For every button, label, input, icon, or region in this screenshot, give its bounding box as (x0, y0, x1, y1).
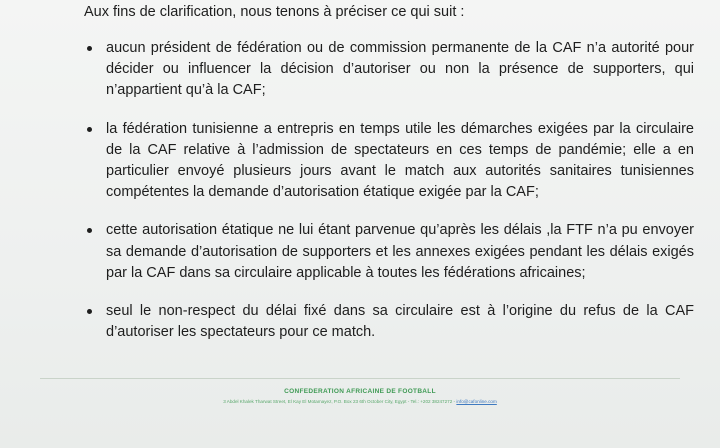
bullet-icon (87, 309, 92, 314)
footer-address-line (0, 399, 720, 404)
bullet-icon (87, 228, 92, 233)
bullet-icon (87, 46, 92, 51)
footer-email-link[interactable]: info@cafonline.com (456, 399, 497, 404)
clarification-list (84, 38, 694, 360)
list-item-text: seul le non-respect du délai fixé dans sa circulaire est à l’origine du refus de la CAF d’autoriser les spectateurs pour ce match. (106, 303, 694, 341)
intro-text: Aux fins de clarification, nous tenons à préciser ce qui suit : (84, 4, 465, 20)
list-item (84, 220, 694, 284)
bullet-icon (87, 127, 92, 132)
list-item-text: la fédération tunisienne a entrepris en temps utile les démarches exigées par la circulaire de la CAF relative à l’admission de spectateurs en ces temps de pandémie; elle a en particulier envoyé plusieurs jours avant le match aux autorités sanitaires tunisiennes compétentes la demande d’autorisation étatique exigée par la CAF; (106, 120, 694, 201)
list-item (84, 119, 694, 204)
list-item (84, 301, 694, 343)
list-item (84, 38, 694, 102)
list-item-text: cette autorisation étatique ne lui étant parvenue qu’après les délais ,la FTF n’a pu envoyer sa demande d’autorisation de supporters et les annexes exigées pendant les délais exigés par la CAF dans sa circulaire applicable à toutes les fédérations africaines; (106, 222, 694, 281)
list-item-text: aucun président de fédération ou de commission permanente de la CAF n’a autorité pour décider ou influencer la décision d’autoriser ou non la présence de supporters, qui n’appartient qu’à la CAF; (106, 40, 694, 99)
footer-organization: CONFEDERATION AFRICAINE DE FOOTBALL (284, 388, 436, 395)
footer-address: 3 Abdel Khalek Tharwat Street, El Kay El Motamayez, P.O. Box 23 6th October City, Egypt - Tel.: +202 38247272 - (223, 399, 456, 404)
footer-divider (40, 378, 680, 379)
